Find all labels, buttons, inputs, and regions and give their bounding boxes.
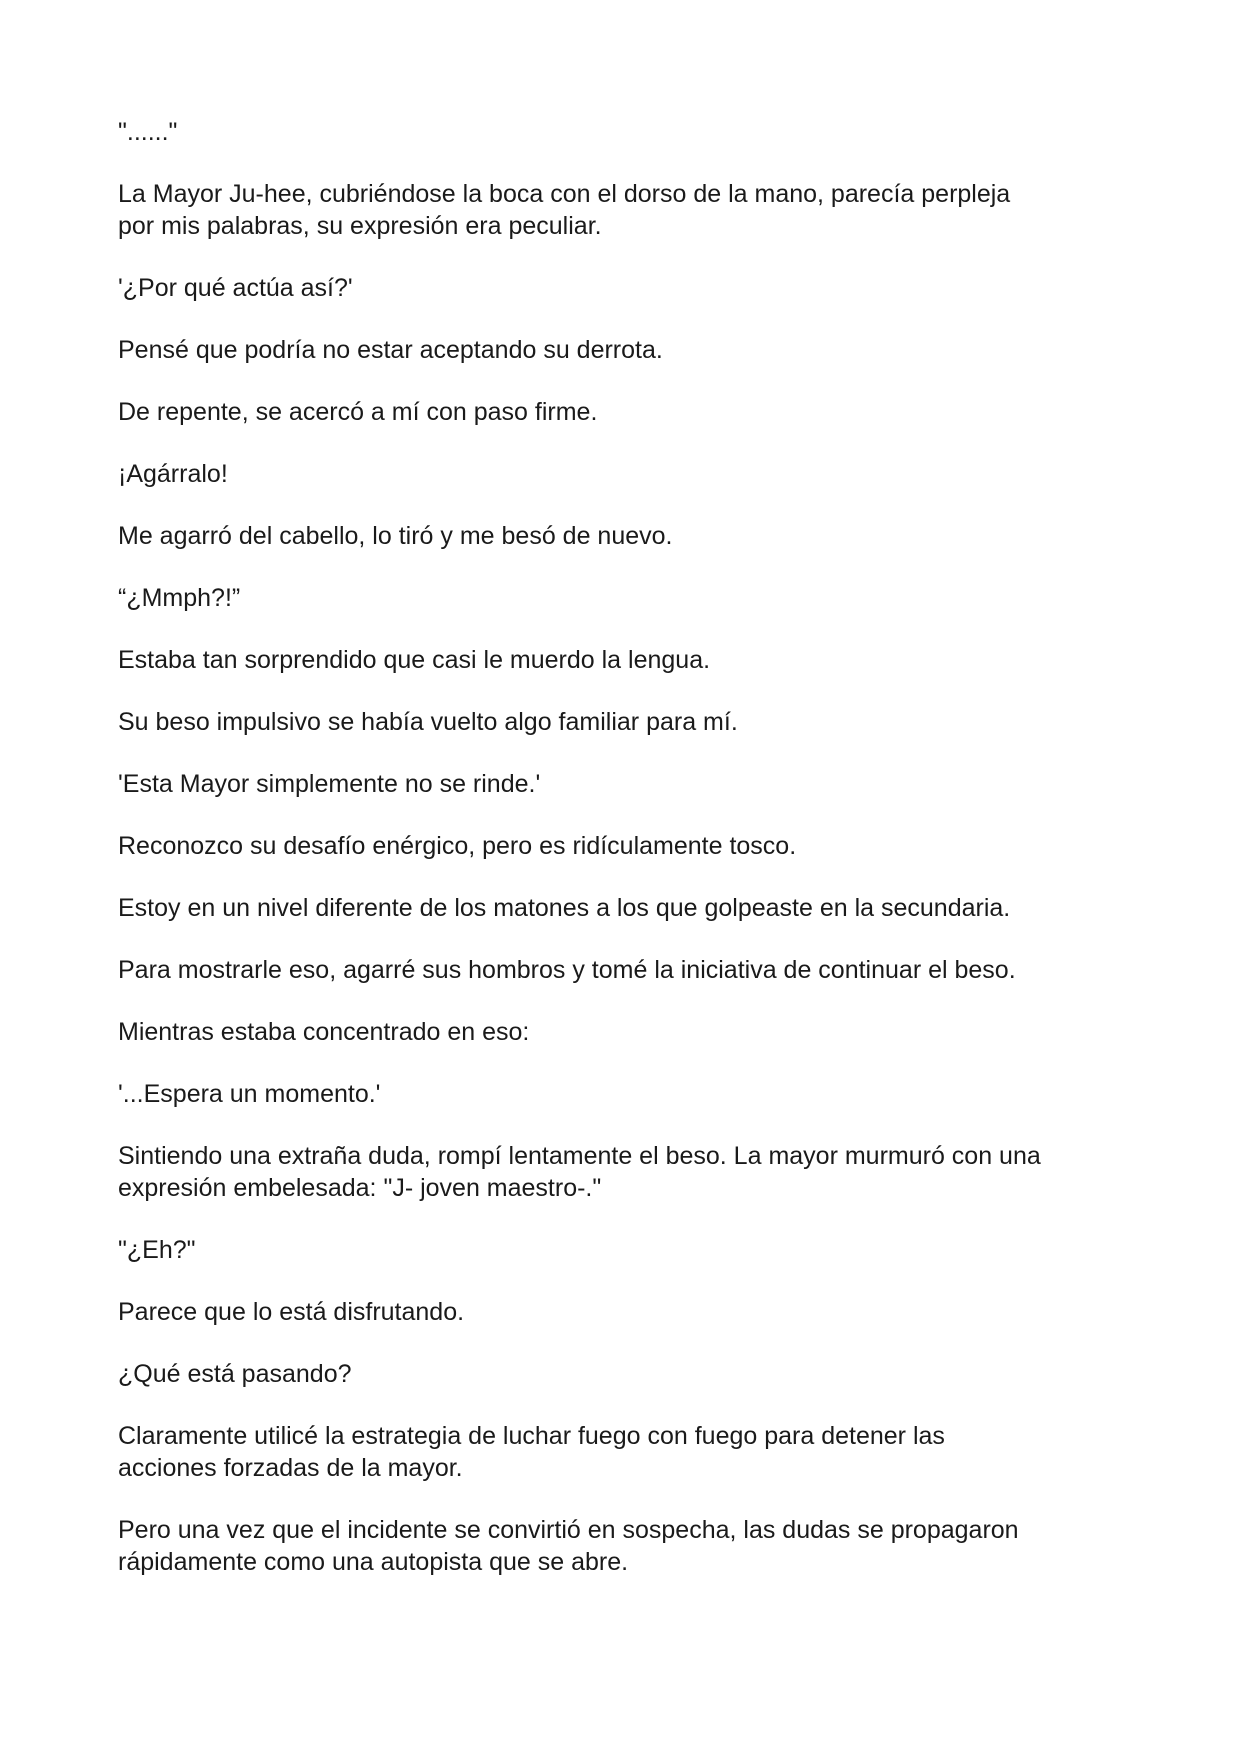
paragraph (118, 1140, 1128, 1204)
paragraph (118, 1514, 1128, 1578)
text-line: Reconozco su desafío enérgico, pero es ridículamente tosco. (118, 832, 797, 860)
paragraph (118, 520, 1128, 552)
paragraph (118, 1420, 1128, 1484)
text-line: rápidamente como una autopista que se abre. (118, 1548, 629, 1576)
document-page (118, 116, 1128, 1608)
text-line: ¿Qué está pasando? (118, 1360, 352, 1388)
text-line: De repente, se acercó a mí con paso firme. (118, 398, 598, 426)
paragraph (118, 1016, 1128, 1048)
text-line: '¿Por qué actúa así?' (118, 274, 353, 302)
paragraph (118, 1296, 1128, 1328)
text-line: Parece que lo está disfrutando. (118, 1298, 465, 1326)
text-line: Mientras estaba concentrado en eso: (118, 1018, 530, 1046)
text-line: Estaba tan sorprendido que casi le muerdo la lengua. (118, 646, 711, 674)
paragraph (118, 830, 1128, 862)
paragraph (118, 1234, 1128, 1266)
text-line: '...Espera un momento.' (118, 1080, 381, 1108)
text-line: Su beso impulsivo se había vuelto algo familiar para mí. (118, 708, 738, 736)
text-line: “¿Mmph?!” (118, 584, 241, 612)
paragraph (118, 644, 1128, 676)
text-line: acciones forzadas de la mayor. (118, 1454, 463, 1482)
paragraph (118, 582, 1128, 614)
paragraph (118, 272, 1128, 304)
paragraph (118, 1078, 1128, 1110)
text-line: por mis palabras, su expresión era peculiar. (118, 212, 602, 240)
text-line: "¿Eh?" (118, 1236, 196, 1264)
paragraph (118, 954, 1128, 986)
paragraph (118, 458, 1128, 490)
paragraph (118, 116, 1128, 148)
text-line: expresión embelesada: "J- joven maestro-." (118, 1174, 602, 1202)
text-line: ¡Agárralo! (118, 460, 228, 488)
paragraph (118, 768, 1128, 800)
paragraph (118, 334, 1128, 366)
text-line: Sintiendo una extraña duda, rompí lentamente el beso. La mayor murmuró con una (118, 1142, 1041, 1170)
paragraph (118, 892, 1128, 924)
text-line: Para mostrarle eso, agarré sus hombros y tomé la iniciativa de continuar el beso. (118, 956, 1016, 984)
text-line: "......" (118, 118, 178, 146)
text-line: Pensé que podría no estar aceptando su derrota. (118, 336, 663, 364)
text-line: La Mayor Ju-hee, cubriéndose la boca con el dorso de la mano, parecía perpleja (118, 180, 1011, 208)
paragraph (118, 706, 1128, 738)
paragraph (118, 178, 1128, 242)
text-line: Estoy en un nivel diferente de los matones a los que golpeaste en la secundaria. (118, 894, 1011, 922)
paragraph (118, 396, 1128, 428)
text-line: Me agarró del cabello, lo tiró y me besó de nuevo. (118, 522, 673, 550)
text-line: 'Esta Mayor simplemente no se rinde.' (118, 770, 541, 798)
text-line: Claramente utilicé la estrategia de luchar fuego con fuego para detener las (118, 1422, 945, 1450)
text-line: Pero una vez que el incidente se convirtió en sospecha, las dudas se propagaron (118, 1516, 1019, 1544)
paragraph (118, 1358, 1128, 1390)
